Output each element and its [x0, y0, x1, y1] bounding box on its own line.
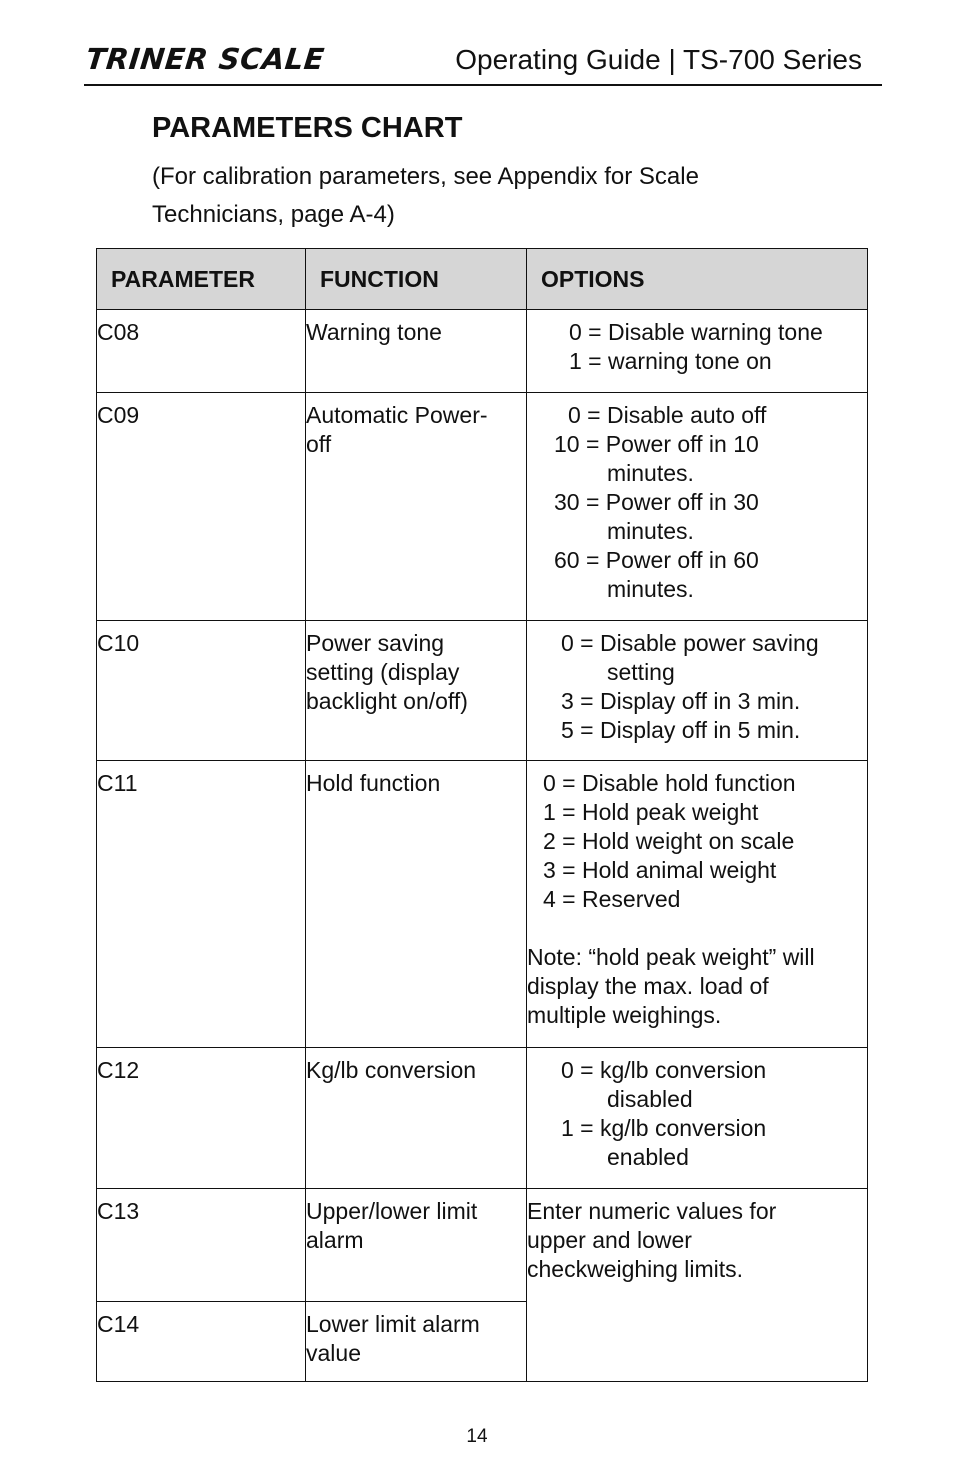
page-header: [84, 40, 882, 86]
option-continuation: minutes.: [607, 518, 694, 544]
param-function: [306, 393, 527, 621]
table-row: [97, 1048, 868, 1189]
option-line: 0 = Disable hold function: [543, 770, 796, 796]
option-line: 2 = Hold weight on scale: [543, 828, 795, 854]
param-function: Warning tone: [306, 310, 527, 393]
param-options: [527, 761, 868, 1048]
param-code: C13: [97, 1189, 306, 1302]
param-function: Hold function: [306, 761, 527, 1048]
param-code: C11: [97, 761, 306, 1048]
table-header-row: [97, 249, 868, 310]
option-line: 3 = Display off in 3 min.: [561, 688, 801, 714]
option-line: 1 = warning tone on: [569, 348, 772, 374]
param-options: [527, 310, 868, 393]
param-code: C12: [97, 1048, 306, 1189]
table-row: [97, 761, 868, 1048]
column-header-options: OPTIONS: [527, 249, 868, 310]
option-line: 60 = Power off in 60: [554, 547, 759, 573]
param-code: C14: [97, 1302, 306, 1382]
option-continuation: setting: [607, 659, 675, 685]
param-function: Kg/lb conversion: [306, 1048, 527, 1189]
option-continuation: disabled: [607, 1086, 693, 1112]
page-subtitle: (For calibration parameters, see Appendix for Scale Technicians, page A-4): [152, 163, 699, 228]
param-function: Upper/lower limit alarm: [306, 1189, 527, 1302]
option-line: 10 = Power off in 10: [554, 431, 759, 457]
option-line: 1 = Hold peak weight: [543, 799, 759, 825]
option-continuation: minutes.: [607, 460, 694, 486]
param-function-text: Automatic Power-off: [306, 402, 488, 457]
option-note: Note: “hold peak weight” will display the max. load of multiple weighings.: [527, 944, 815, 1028]
param-options: Enter numeric values for upper and lower checkweighing limits.: [527, 1189, 868, 1382]
page-number: 14: [466, 1426, 488, 1447]
option-line: 30 = Power off in 30: [554, 489, 759, 515]
param-code: C10: [97, 621, 306, 761]
column-header-parameter: PARAMETER: [97, 249, 306, 310]
option-continuation: minutes.: [607, 576, 694, 602]
option-line: 0 = Disable power saving: [561, 630, 819, 656]
param-function: Lower limit alarm value: [306, 1302, 527, 1382]
option-line: 5 = Display off in 5 min.: [561, 717, 801, 743]
table-row: [97, 621, 868, 761]
option-line: 0 = Disable auto off: [568, 402, 767, 428]
guide-title: Operating Guide | TS-700 Series: [455, 44, 862, 75]
brand-logo: TRINER SCALE: [84, 42, 327, 76]
param-options: [527, 621, 868, 761]
table-row: [97, 1189, 868, 1302]
page-title: PARAMETERS CHART: [152, 112, 463, 144]
param-code: C08: [97, 310, 306, 393]
param-function: Power saving setting (display backlight on/off): [306, 621, 527, 761]
table-row: [97, 310, 868, 393]
param-code: C09: [97, 393, 306, 621]
option-line: 0 = Disable warning tone: [569, 319, 823, 345]
option-line: 1 = kg/lb conversion: [561, 1115, 767, 1141]
param-options: [527, 393, 868, 621]
option-line: 4 = Reserved: [543, 886, 681, 912]
option-line: 3 = Hold animal weight: [543, 857, 777, 883]
table-row: [97, 393, 868, 621]
parameters-table: [96, 248, 868, 1382]
param-options: [527, 1048, 868, 1189]
column-header-function: FUNCTION: [306, 249, 527, 310]
option-line: 0 = kg/lb conversion: [561, 1057, 767, 1083]
option-continuation: enabled: [607, 1144, 689, 1170]
